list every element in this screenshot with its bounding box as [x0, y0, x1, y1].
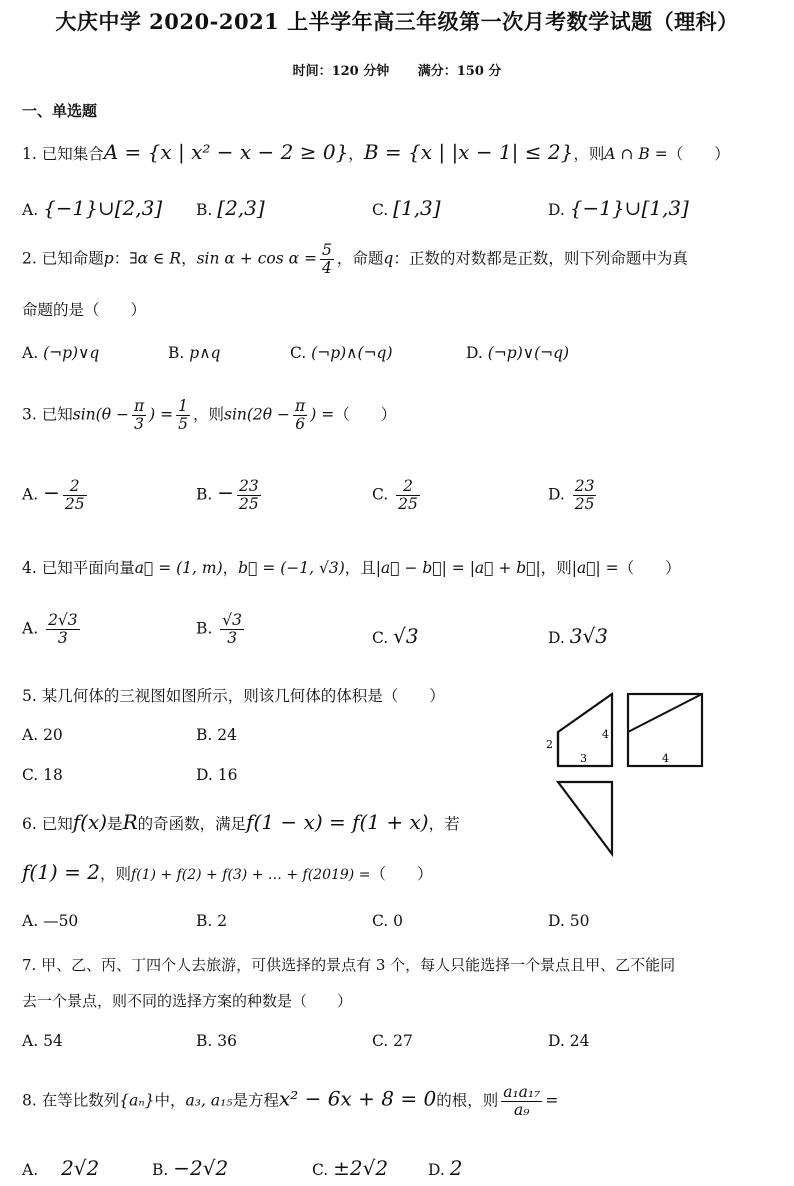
question-1-stem: 1. 已知集合A = {x | x² − x − 2 ≥ 0}，B = {x | |x − 1| ≤ 2}，则A ∩ B =（ ） [22, 140, 730, 164]
question-8-option-a: A. 2√2 [22, 1156, 100, 1180]
question-7-stem: 7. 甲、乙、丙、丁四个人去旅游，可供选择的景点有 3 个，每人只能选择一个景点且甲、乙不能同 [22, 956, 676, 974]
fraction-pi-3: $\frac{\pi}{3}$ [133, 397, 145, 434]
three-view-figure [540, 686, 716, 860]
question-7-option-c: C. 27 [372, 1032, 413, 1050]
fraction-1-5: $\frac{1}{5}$ [178, 397, 188, 434]
question-1-option-d: D. {−1}∪[1,3] [548, 196, 689, 220]
question-3-option-d: D. $\frac{23}{25}$ [548, 477, 595, 514]
question-4-option-b: B. $\frac{√3}{3}$ [196, 611, 243, 648]
front-view-label-bottom: 3 [580, 752, 587, 765]
question-6-option-b: B. 2 [196, 912, 228, 930]
question-1-option-b: B. [2,3] [196, 196, 265, 220]
question-2-option-a: A. (¬p)∨q [22, 344, 100, 362]
question-6-option-d: D. 50 [548, 912, 590, 930]
question-7-option-a: A. 54 [22, 1032, 63, 1050]
question-6-stem-cont: f(1) = 2，则f(1) + f(2) + f(3) + … + f(2019) =（ ） [22, 860, 433, 884]
question-5-option-c: C. 18 [22, 766, 63, 784]
question-8-option-c: C. ±2√2 [312, 1156, 389, 1180]
page-title: 大庆中学 2020-2021 上半学年高三年级第一次月考数学试题（理科） [55, 9, 739, 34]
question-6-option-c: C. 0 [372, 912, 404, 930]
question-5-stem: 5. 某几何体的三视图如图所示，则该几何体的体积是（ ） [22, 687, 445, 705]
front-view-label-left: 2 [546, 738, 553, 751]
question-2-option-d: D. (¬p)∨(¬q) [466, 344, 570, 362]
question-1-option-c: C. [1,3] [372, 196, 441, 220]
question-4-option-a: A. $\frac{2√3}{3}$ [22, 611, 78, 648]
question-1-option-a: A. {−1}∪[2,3] [22, 196, 163, 220]
exam-score: 满分：150 分 [417, 64, 502, 79]
question-2-option-c: C. (¬p)∧(¬q) [290, 344, 393, 362]
front-view-label-right: 4 [602, 728, 609, 741]
question-5-option-d: D. 16 [196, 766, 238, 784]
question-4-option-d: D. 3√3 [548, 624, 608, 648]
question-4-stem: 4. 已知平面向量a⃗ = (1, m)，b⃗ = (−1, √3)，且|a⃗ − b⃗| = |a⃗ + b⃗|，则|a⃗| =（ ） [22, 559, 681, 577]
question-2-option-b: B. p∧q [168, 344, 221, 362]
question-4-option-c: C. √3 [372, 624, 419, 648]
question-5-option-b: B. 24 [196, 726, 237, 744]
exam-time: 时间：120 分钟 [292, 64, 390, 79]
question-6-stem: 6. 已知f(x)是R的奇函数，满足f(1 − x) = f(1 + x)，若 [22, 810, 460, 834]
question-8-stem: 8. 在等比数列{aₙ}中，a₃, a₁₅是方程x² − 6x + 8 = 0的根，则 $\frac{\text{a₁a₁₇}}{\text{a₉}}$ = [22, 1083, 559, 1120]
question-6-option-a: A. —50 [22, 912, 79, 930]
question-8-option-b: B. −2√2 [152, 1156, 229, 1180]
side-view-label-bottom: 4 [662, 752, 669, 765]
question-3-option-b: B. − $\frac{23}{25}$ [196, 477, 259, 514]
fraction-pi-6: $\frac{\pi}{6}$ [295, 397, 306, 434]
fraction-5-4: $\frac{5}{4}$ [322, 241, 332, 278]
question-8-option-d: D. 2 [428, 1156, 463, 1180]
exam-info [0, 60, 794, 79]
top-view-shape [558, 782, 612, 854]
question-2-stem-cont: 命题的是（ ） [22, 301, 147, 319]
question-5-option-a: A. 20 [22, 726, 63, 744]
fraction-a1a17-a9: $\frac{\text{a₁a₁₇}}{\text{a₉}}$ [503, 1083, 541, 1120]
question-3-option-c: C. $\frac{2}{25}$ [372, 477, 418, 514]
question-7-option-d: D. 24 [548, 1032, 590, 1050]
section-heading: 一、单选题 [22, 102, 98, 120]
question-3-stem: 3. 已知sin(θ − $\frac{\pi}{3}$ ) = $\frac{1}{5}$ ，则sin(2θ − $\frac{\pi}{6}$ ) =（ ） [22, 397, 397, 434]
question-7-stem-cont: 去一个景点，则不同的选择方案的种数是（ ） [22, 992, 353, 1010]
question-2-stem: 2. 已知命题p：∃α ∈ R，sin α + cos α = $\frac{5}{4}$ ，命题q：正数的对数都是正数，则下列命题中为真 [22, 241, 688, 278]
question-7-option-b: B. 36 [196, 1032, 237, 1050]
question-3-option-a: A. − $\frac{2}{25}$ [22, 477, 85, 514]
